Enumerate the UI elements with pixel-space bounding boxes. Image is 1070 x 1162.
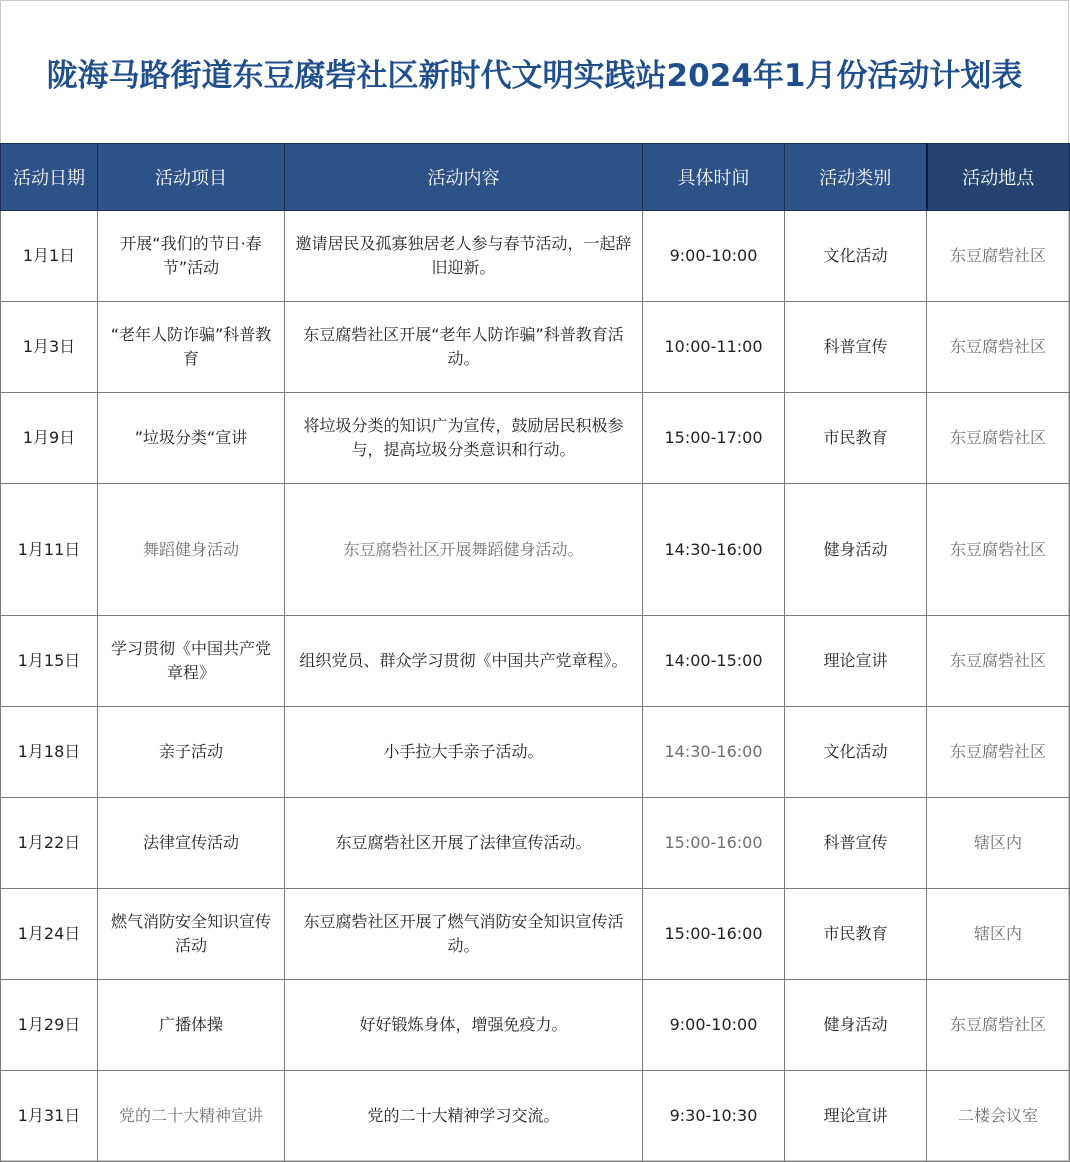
cell-content: 将垃圾分类的知识广为宣传，鼓励居民积极参与，提高垃圾分类意识和行动。 <box>285 393 643 484</box>
cell-location: 东豆腐砦社区 <box>927 393 1070 484</box>
table-row <box>1 798 1070 889</box>
cell-content: 东豆腐砦社区开展“老年人防诈骗”科普教育活动。 <box>285 302 643 393</box>
cell-project: 党的二十大精神宣讲 <box>98 1071 285 1162</box>
cell-location: 东豆腐砦社区 <box>927 484 1070 616</box>
cell-location: 辖区内 <box>927 798 1070 889</box>
cell-date: 1月1日 <box>1 211 98 302</box>
cell-date: 1月22日 <box>1 798 98 889</box>
cell-time: 9:00-10:00 <box>643 211 785 302</box>
cell-location: 东豆腐砦社区 <box>927 980 1070 1071</box>
cell-date: 1月15日 <box>1 616 98 707</box>
cell-content: 小手拉大手亲子活动。 <box>285 707 643 798</box>
cell-category: 市民教育 <box>785 393 927 484</box>
cell-project: 燃气消防安全知识宣传活动 <box>98 889 285 980</box>
cell-project: 广播体操 <box>98 980 285 1071</box>
cell-date: 1月11日 <box>1 484 98 616</box>
cell-time: 14:00-15:00 <box>643 616 785 707</box>
title-row <box>0 0 1068 143</box>
cell-content: 东豆腐砦社区开展了法律宣传活动。 <box>285 798 643 889</box>
header-project: 活动项目 <box>98 144 285 211</box>
table-row <box>1 707 1070 798</box>
table-row <box>1 889 1070 980</box>
table-row <box>1 393 1070 484</box>
cell-date: 1月3日 <box>1 302 98 393</box>
activity-table <box>0 143 1070 1162</box>
table-row <box>1 302 1070 393</box>
cell-location: 二楼会议室 <box>927 1071 1070 1162</box>
cell-location: 辖区内 <box>927 889 1070 980</box>
cell-location: 东豆腐砦社区 <box>927 707 1070 798</box>
table-row <box>1 980 1070 1071</box>
cell-time: 9:30-10:30 <box>643 1071 785 1162</box>
cell-time: 14:30-16:00 <box>643 484 785 616</box>
cell-project: 法律宣传活动 <box>98 798 285 889</box>
cell-time: 15:00-16:00 <box>643 798 785 889</box>
cell-location: 东豆腐砦社区 <box>927 211 1070 302</box>
cell-category: 理论宣讲 <box>785 1071 927 1162</box>
cell-project: 舞蹈健身活动 <box>98 484 285 616</box>
cell-date: 1月18日 <box>1 707 98 798</box>
page-title: 陇海马路街道东豆腐砦社区新时代文明实践站2024年1月份活动计划表 <box>46 57 1023 94</box>
cell-category: 文化活动 <box>785 707 927 798</box>
cell-category: 市民教育 <box>785 889 927 980</box>
cell-project: ”垃圾分类“宣讲 <box>98 393 285 484</box>
cell-date: 1月24日 <box>1 889 98 980</box>
cell-category: 健身活动 <box>785 484 927 616</box>
table-row <box>1 211 1070 302</box>
cell-date: 1月29日 <box>1 980 98 1071</box>
cell-content: 好好锻炼身体，增强免疫力。 <box>285 980 643 1071</box>
cell-content: 东豆腐砦社区开展了燃气消防安全知识宣传活动。 <box>285 889 643 980</box>
cell-project: 亲子活动 <box>98 707 285 798</box>
header-location: 活动地点 <box>927 144 1070 211</box>
cell-category: 健身活动 <box>785 980 927 1071</box>
cell-date: 1月31日 <box>1 1071 98 1162</box>
cell-location: 东豆腐砦社区 <box>927 302 1070 393</box>
cell-time: 15:00-17:00 <box>643 393 785 484</box>
cell-content: 组织党员、群众学习贯彻《中国共产党章程》。 <box>285 616 643 707</box>
cell-content: 邀请居民及孤寡独居老人参与春节活动，一起辞旧迎新。 <box>285 211 643 302</box>
table-header-row <box>1 144 1070 211</box>
header-time: 具体时间 <box>643 144 785 211</box>
header-date: 活动日期 <box>1 144 98 211</box>
cell-category: 理论宣讲 <box>785 616 927 707</box>
table-row <box>1 616 1070 707</box>
table-row <box>1 484 1070 616</box>
cell-content: 东豆腐砦社区开展舞蹈健身活动。 <box>285 484 643 616</box>
cell-time: 14:30-16:00 <box>643 707 785 798</box>
header-content: 活动内容 <box>285 144 643 211</box>
cell-time: 9:00-10:00 <box>643 980 785 1071</box>
cell-project: “老年人防诈骗”科普教育 <box>98 302 285 393</box>
cell-project: 开展“我们的节日·春节”活动 <box>98 211 285 302</box>
cell-category: 文化活动 <box>785 211 927 302</box>
cell-time: 10:00-11:00 <box>643 302 785 393</box>
cell-date: 1月9日 <box>1 393 98 484</box>
cell-category: 科普宣传 <box>785 798 927 889</box>
header-category: 活动类别 <box>785 144 927 211</box>
cell-project: 学习贯彻《中国共产党章程》 <box>98 616 285 707</box>
cell-time: 15:00-16:00 <box>643 889 785 980</box>
table-row <box>1 1071 1070 1162</box>
cell-location: 东豆腐砦社区 <box>927 616 1070 707</box>
cell-category: 科普宣传 <box>785 302 927 393</box>
cell-content: 党的二十大精神学习交流。 <box>285 1071 643 1162</box>
